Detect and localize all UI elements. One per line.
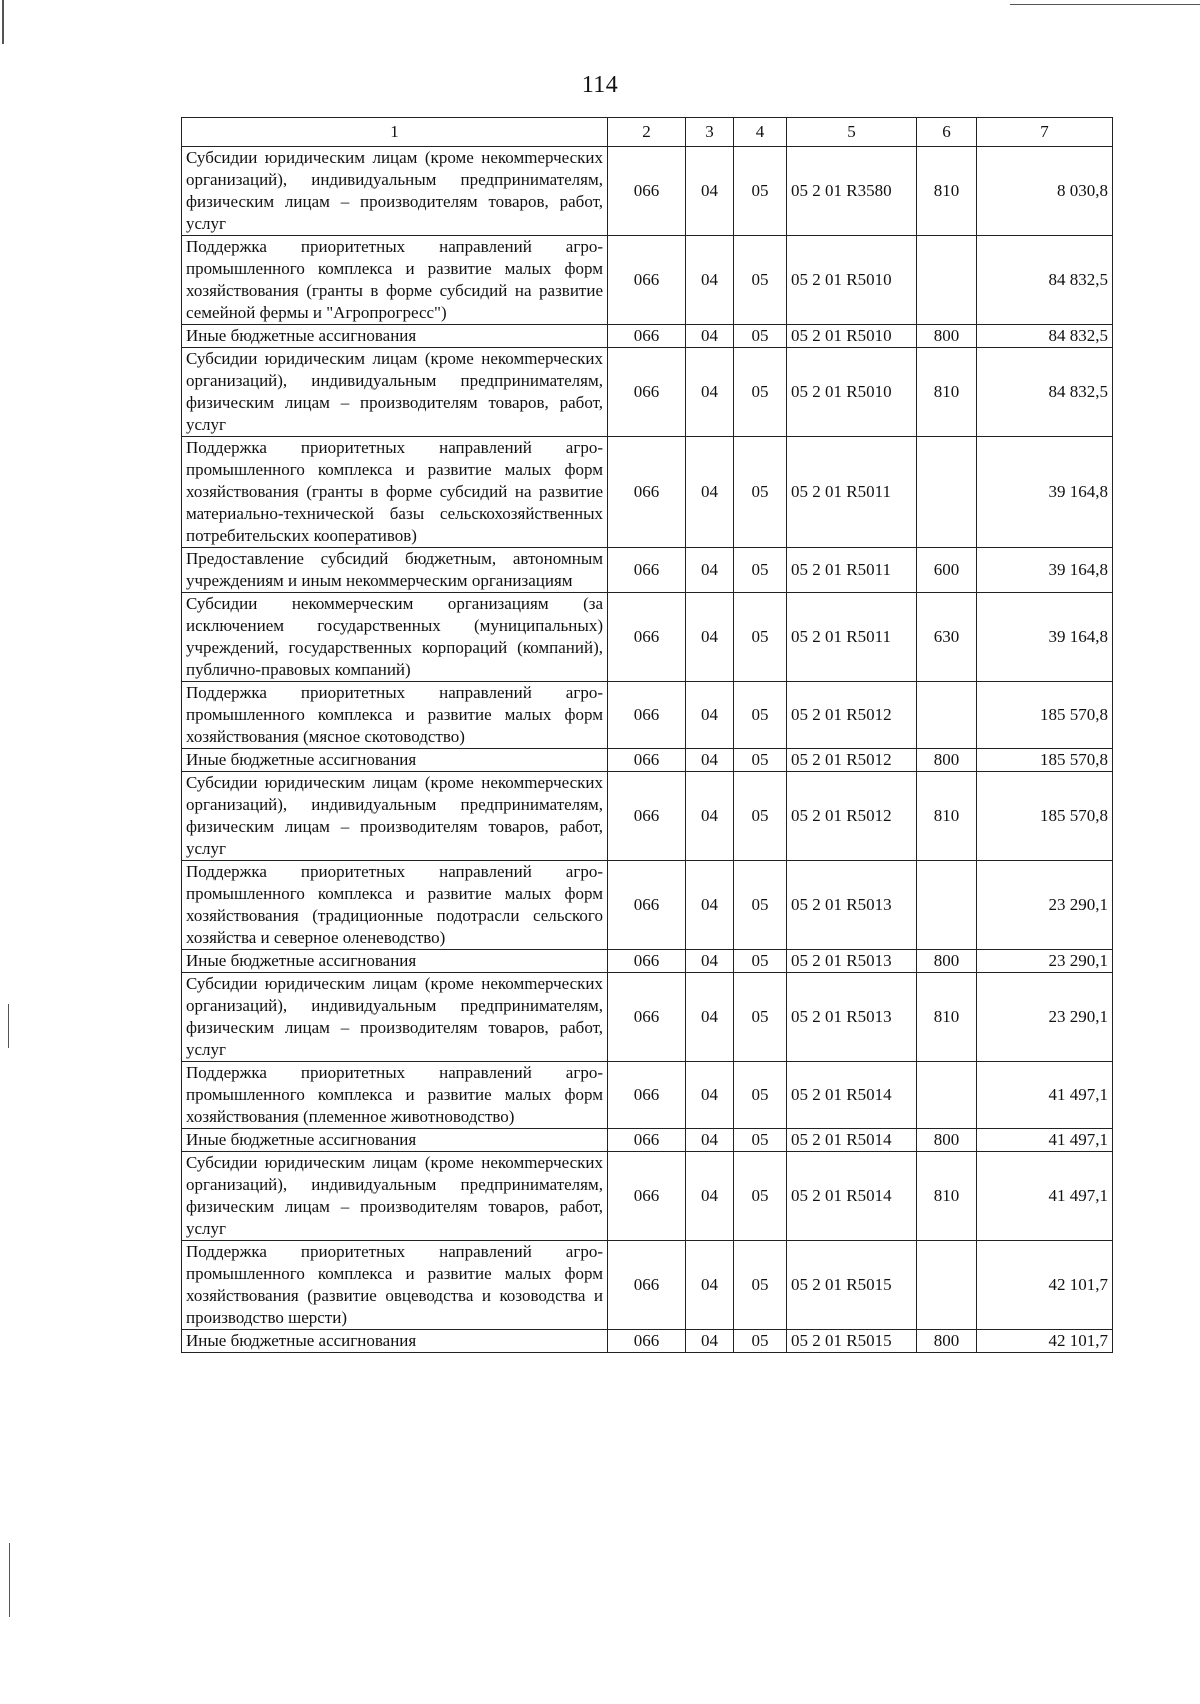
row-name-cell: Поддержка приоритетных направлений агропромышленного комплекса и развитие малых форм хозяйствования (гранты в форме субсидий на развитие материально-технической базы сельскохозяйственных потребительских кооперативов) [182, 437, 608, 548]
column-header-2: 2 [608, 118, 686, 147]
row-csr-cell: 05 2 01 R5015 [787, 1330, 917, 1353]
row-pr-cell: 05 [734, 548, 787, 593]
row-sum-cell: 41 497,1 [977, 1152, 1113, 1241]
row-rz-cell: 04 [686, 147, 734, 236]
row-csr-cell: 05 2 01 R5014 [787, 1062, 917, 1129]
table-row [182, 147, 1113, 236]
row-pr-cell: 05 [734, 861, 787, 950]
row-pr-cell: 05 [734, 1330, 787, 1353]
table-header-row [182, 118, 1113, 147]
row-csr-cell: 05 2 01 R5012 [787, 772, 917, 861]
row-rz-cell: 04 [686, 1241, 734, 1330]
row-rz-cell: 04 [686, 1062, 734, 1129]
row-csr-cell: 05 2 01 R5010 [787, 325, 917, 348]
row-rz-cell: 04 [686, 325, 734, 348]
row-rz-cell: 04 [686, 548, 734, 593]
row-sum-cell: 23 290,1 [977, 950, 1113, 973]
table-row [182, 973, 1113, 1062]
column-header-5: 5 [787, 118, 917, 147]
row-name-cell: Субсидии юридическим лицам (кроме некомmерческих организаций), индивидуальным предпринимателям, физическим лицам – производителям товаров, работ, услуг [182, 147, 608, 236]
row-pr-cell: 05 [734, 973, 787, 1062]
table-row [182, 950, 1113, 973]
row-rz-cell: 04 [686, 749, 734, 772]
row-pr-cell: 05 [734, 682, 787, 749]
row-sum-cell: 39 164,8 [977, 437, 1113, 548]
row-grbs-cell: 066 [608, 1062, 686, 1129]
scan-edge-mark-top-left [2, 0, 4, 44]
row-grbs-cell: 066 [608, 437, 686, 548]
row-pr-cell: 05 [734, 1129, 787, 1152]
table-row [182, 1062, 1113, 1129]
row-vr-cell: 600 [917, 548, 977, 593]
row-csr-cell: 05 2 01 R5013 [787, 973, 917, 1062]
row-grbs-cell: 066 [608, 1129, 686, 1152]
row-vr-cell: 810 [917, 348, 977, 437]
row-pr-cell: 05 [734, 1241, 787, 1330]
row-csr-cell: 05 2 01 R5012 [787, 749, 917, 772]
table-row [182, 682, 1113, 749]
row-csr-cell: 05 2 01 R5011 [787, 548, 917, 593]
row-rz-cell: 04 [686, 1330, 734, 1353]
row-pr-cell: 05 [734, 325, 787, 348]
row-name-cell: Иные бюджетные ассигнования [182, 950, 608, 973]
row-name-cell: Субсидии юридическим лицам (кроме некомmерческих организаций), индивидуальным предпринимателям, физическим лицам – производителям товаров, работ, услуг [182, 772, 608, 861]
table-body [182, 147, 1113, 1353]
row-vr-cell: 800 [917, 1330, 977, 1353]
row-name-cell: Поддержка приоритетных направлений агропромышленного комплекса и развитие малых форм хозяйствования (традиционные подотрасли сельского хозяйства и северное оленеводство) [182, 861, 608, 950]
row-grbs-cell: 066 [608, 682, 686, 749]
row-vr-cell: 800 [917, 1129, 977, 1152]
row-rz-cell: 04 [686, 593, 734, 682]
row-grbs-cell: 066 [608, 749, 686, 772]
row-vr-cell [917, 861, 977, 950]
row-grbs-cell: 066 [608, 861, 686, 950]
row-grbs-cell: 066 [608, 1330, 686, 1353]
table-row [182, 348, 1113, 437]
table-row [182, 236, 1113, 325]
row-name-cell: Поддержка приоритетных направлений агропромышленного комплекса и развитие малых форм хозяйствования (племенное животноводство) [182, 1062, 608, 1129]
row-name-cell: Поддержка приоритетных направлений агропромышленного комплекса и развитие малых форм хозяйствования (развитие овцеводства и козоводства и производство шерсти) [182, 1241, 608, 1330]
row-grbs-cell: 066 [608, 236, 686, 325]
row-vr-cell [917, 1062, 977, 1129]
row-sum-cell: 23 290,1 [977, 861, 1113, 950]
column-header-6: 6 [917, 118, 977, 147]
scan-edge-mark-left-1 [8, 1004, 9, 1048]
row-rz-cell: 04 [686, 1129, 734, 1152]
row-pr-cell: 05 [734, 772, 787, 861]
table-row [182, 1241, 1113, 1330]
row-grbs-cell: 066 [608, 548, 686, 593]
row-csr-cell: 05 2 01 R5011 [787, 437, 917, 548]
row-sum-cell: 8 030,8 [977, 147, 1113, 236]
row-vr-cell: 630 [917, 593, 977, 682]
scan-edge-mark-top-right [1010, 4, 1200, 5]
row-grbs-cell: 066 [608, 950, 686, 973]
table-row [182, 325, 1113, 348]
row-rz-cell: 04 [686, 437, 734, 548]
row-pr-cell: 05 [734, 348, 787, 437]
row-vr-cell [917, 1241, 977, 1330]
row-pr-cell: 05 [734, 749, 787, 772]
row-pr-cell: 05 [734, 593, 787, 682]
row-rz-cell: 04 [686, 348, 734, 437]
row-vr-cell: 810 [917, 973, 977, 1062]
row-rz-cell: 04 [686, 682, 734, 749]
row-sum-cell: 23 290,1 [977, 973, 1113, 1062]
row-rz-cell: 04 [686, 1152, 734, 1241]
table-header [182, 118, 1113, 147]
row-sum-cell: 185 570,8 [977, 682, 1113, 749]
table-row [182, 749, 1113, 772]
row-name-cell: Поддержка приоритетных направлений агропромышленного комплекса и развитие малых форм хозяйствования (мясное скотоводство) [182, 682, 608, 749]
row-grbs-cell: 066 [608, 1241, 686, 1330]
column-header-4: 4 [734, 118, 787, 147]
row-grbs-cell: 066 [608, 973, 686, 1062]
row-pr-cell: 05 [734, 147, 787, 236]
row-sum-cell: 84 832,5 [977, 348, 1113, 437]
table-row [182, 437, 1113, 548]
row-name-cell: Иные бюджетные ассигнования [182, 325, 608, 348]
row-grbs-cell: 066 [608, 593, 686, 682]
row-sum-cell: 84 832,5 [977, 236, 1113, 325]
row-pr-cell: 05 [734, 950, 787, 973]
scan-edge-mark-left-2 [9, 1543, 10, 1617]
row-csr-cell: 05 2 01 R5011 [787, 593, 917, 682]
row-pr-cell: 05 [734, 1152, 787, 1241]
row-name-cell: Иные бюджетные ассигнования [182, 1129, 608, 1152]
row-csr-cell: 05 2 01 R5012 [787, 682, 917, 749]
column-header-3: 3 [686, 118, 734, 147]
table-row [182, 593, 1113, 682]
row-csr-cell: 05 2 01 R5015 [787, 1241, 917, 1330]
row-rz-cell: 04 [686, 973, 734, 1062]
page-number: 114 [581, 72, 619, 98]
column-header-1: 1 [182, 118, 608, 147]
row-name-cell: Субсидии юридическим лицам (кроме некомmерческих организаций), индивидуальным предпринимателям, физическим лицам – производителям товаров, работ, услуг [182, 348, 608, 437]
row-name-cell: Субсидии юридическим лицам (кроме некомmерческих организаций), индивидуальным предпринимателям, физическим лицам – производителям товаров, работ, услуг [182, 1152, 608, 1241]
column-header-7: 7 [977, 118, 1113, 147]
row-name-cell: Иные бюджетные ассигнования [182, 749, 608, 772]
row-sum-cell: 39 164,8 [977, 593, 1113, 682]
table-row [182, 548, 1113, 593]
row-name-cell: Поддержка приоритетных направлений агропромышленного комплекса и развитие малых форм хозяйствования (гранты в форме субсидий на развитие семейной фермы и "Агропрогресс") [182, 236, 608, 325]
row-rz-cell: 04 [686, 236, 734, 325]
row-name-cell: Субсидии некоммерческим организациям (за исключением государственных (муниципальных) учреждений, государственных корпораций (компаний), публично-правовых компаний) [182, 593, 608, 682]
row-sum-cell: 39 164,8 [977, 548, 1113, 593]
table-row [182, 861, 1113, 950]
row-csr-cell: 05 2 01 R5013 [787, 861, 917, 950]
row-csr-cell: 05 2 01 R5014 [787, 1129, 917, 1152]
row-vr-cell: 810 [917, 1152, 977, 1241]
row-vr-cell: 810 [917, 772, 977, 861]
row-csr-cell: 05 2 01 R5014 [787, 1152, 917, 1241]
table-row [182, 1129, 1113, 1152]
row-vr-cell [917, 236, 977, 325]
row-rz-cell: 04 [686, 950, 734, 973]
row-sum-cell: 41 497,1 [977, 1129, 1113, 1152]
row-csr-cell: 05 2 01 R5010 [787, 348, 917, 437]
row-vr-cell: 800 [917, 749, 977, 772]
row-name-cell: Предоставление субсидий бюджетным, автономным учреждениям и иным некоммерческим организациям [182, 548, 608, 593]
row-sum-cell: 42 101,7 [977, 1241, 1113, 1330]
row-grbs-cell: 066 [608, 1152, 686, 1241]
row-sum-cell: 185 570,8 [977, 772, 1113, 861]
row-vr-cell: 800 [917, 950, 977, 973]
row-grbs-cell: 066 [608, 147, 686, 236]
row-sum-cell: 84 832,5 [977, 325, 1113, 348]
row-pr-cell: 05 [734, 236, 787, 325]
table-row [182, 1152, 1113, 1241]
row-grbs-cell: 066 [608, 325, 686, 348]
budget-table [181, 117, 1113, 1353]
row-rz-cell: 04 [686, 772, 734, 861]
row-sum-cell: 185 570,8 [977, 749, 1113, 772]
row-vr-cell [917, 437, 977, 548]
row-grbs-cell: 066 [608, 348, 686, 437]
row-csr-cell: 05 2 01 R5013 [787, 950, 917, 973]
row-pr-cell: 05 [734, 1062, 787, 1129]
row-vr-cell: 810 [917, 147, 977, 236]
table-row [182, 772, 1113, 861]
row-vr-cell [917, 682, 977, 749]
table-row [182, 1330, 1113, 1353]
row-csr-cell: 05 2 01 R3580 [787, 147, 917, 236]
row-rz-cell: 04 [686, 861, 734, 950]
row-sum-cell: 41 497,1 [977, 1062, 1113, 1129]
row-name-cell: Иные бюджетные ассигнования [182, 1330, 608, 1353]
row-csr-cell: 05 2 01 R5010 [787, 236, 917, 325]
row-sum-cell: 42 101,7 [977, 1330, 1113, 1353]
row-name-cell: Субсидии юридическим лицам (кроме некомmерческих организаций), индивидуальным предпринимателям, физическим лицам – производителям товаров, работ, услуг [182, 973, 608, 1062]
row-grbs-cell: 066 [608, 772, 686, 861]
row-vr-cell: 800 [917, 325, 977, 348]
row-pr-cell: 05 [734, 437, 787, 548]
